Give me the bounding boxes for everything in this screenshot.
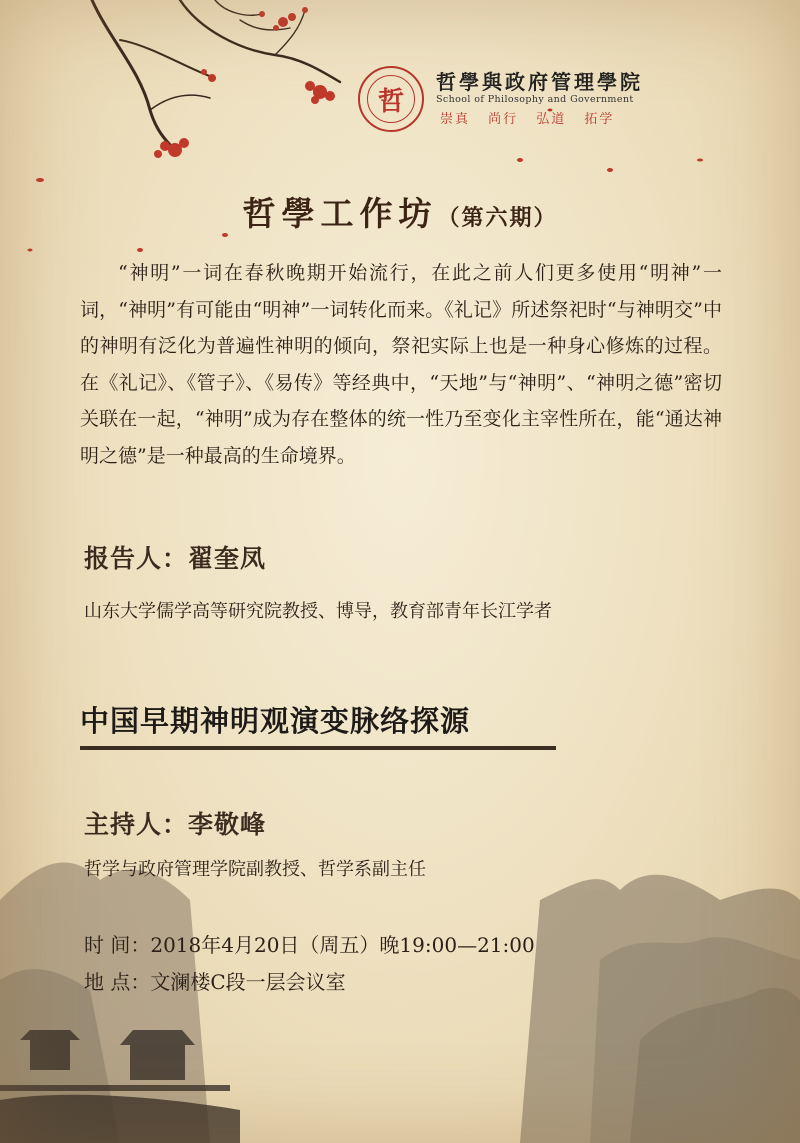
- seal-character: 哲: [367, 75, 415, 123]
- school-motto: 崇真 尚行 弘道 拓学: [440, 112, 615, 127]
- event-time: 时 间：2018年4月20日（周五）晚19:00—21:00: [84, 933, 535, 957]
- lecture-title: 中国早期神明观演变脉络探源: [80, 704, 471, 738]
- intro-paragraph: “神明”一词在春秋晚期开始流行，在此之前人们更多使用“明神”一词，“神明”有可能由“明神”一词转化而来。《礼记》所述祭祀时“与神明交”中的神明有泛化为普遍性神明的倾向，祭祀实际上也是一种身心修炼的过程。在《礼记》、《管子》、《易传》等经典中，“天地”与“神明”、“神明之德”密切关联在一起，“神明”成为存在整体的统一性乃至变化主宰性所在，能“通达神明之德”是一种最高的生命境界。: [80, 262, 722, 467]
- plum-branch-illustration: [92, 0, 340, 150]
- speaker-label: 报告人：翟奎凤: [84, 544, 267, 573]
- school-seal-logo: [358, 66, 424, 132]
- poster-title-main: 哲學工作坊: [242, 194, 438, 233]
- event-place: 地 点：文澜楼C段一层会议室: [84, 970, 346, 994]
- poster-title-issue: （第六期）: [437, 205, 558, 231]
- school-name-chinese: 哲學與政府管理學院: [436, 70, 643, 94]
- speaker-description: 山东大学儒学高等研究院教授、博导，教育部青年长江学者: [84, 601, 552, 622]
- poster-title: [0, 188, 800, 235]
- host-label: 主持人：李敬峰: [84, 810, 267, 839]
- lecture-title-underline: [80, 746, 556, 750]
- school-name-english: School of Philosophy and Government: [436, 94, 634, 105]
- host-description: 哲学与政府管理学院副教授、哲学系副主任: [84, 859, 426, 880]
